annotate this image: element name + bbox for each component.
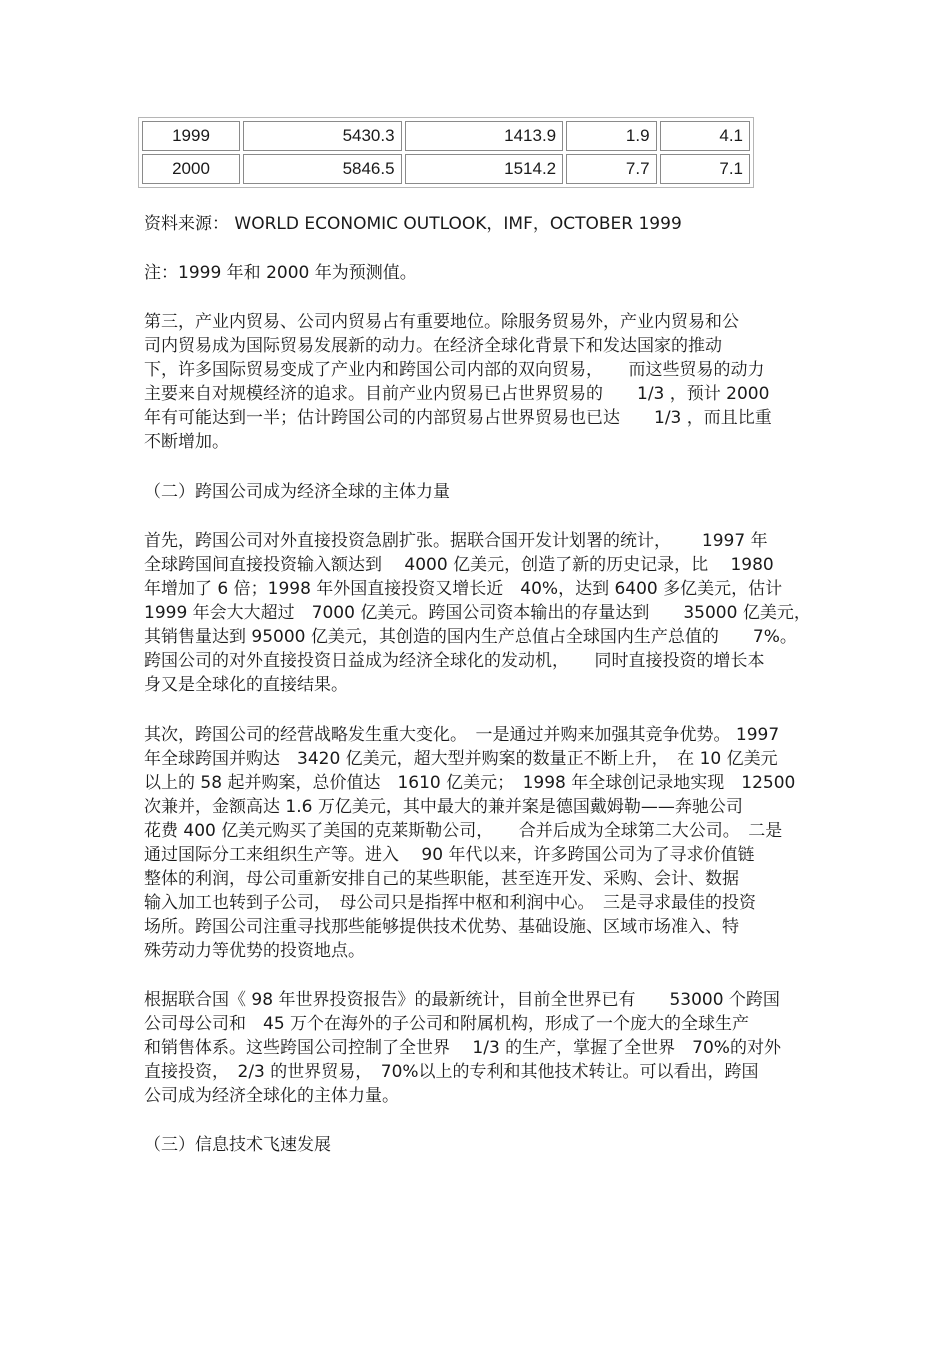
note-line: 注：1999 年和 2000 年为预测值。 — [144, 263, 417, 283]
table-cell: 1514.2 — [405, 154, 564, 184]
table-cell: 1413.9 — [405, 121, 564, 151]
table-row — [142, 154, 750, 184]
table-cell: 5846.5 — [243, 154, 402, 184]
table-cell: 4.1 — [660, 121, 750, 151]
table-cell: 5430.3 — [243, 121, 402, 151]
table-cell: 7.1 — [660, 154, 750, 184]
table-cell-year: 1999 — [142, 121, 240, 151]
table-cell: 1.9 — [566, 121, 656, 151]
document-page: 1999 5430.3 1413.9 1.9 4.1 2000 5846.5 1514.2 7.7 7.1 资料来源： WORLD ECONOMIC OUTLOOK，IMF，OCTOBER 1999 注：1999 年和 2000 年为预测值。 第三，产业内贸易、公司内贸易占有重要地位。除服务贸易外，产业内贸易和公 司内贸易成为国际贸易发展新的动力。在经济全球化背景下和发达国家的推动 下，许多国际贸易变成了产业内和跨国公司内部的双向贸易， 而这些贸易的动力 主要来自对规模经济的追求。目前产业内贸易已占世界贸易的 1/3 ，预计 2000 年有可能达到一半；估计跨国公司的内部贸易占世界贸易也已达 1/3 ，而且比重 不断增加。 （二）跨国公司成为经济全球的主体力量 首先，跨国公司对外直接投资急剧扩张。据联合国开发计划署的统计， 1997 年 全球跨国间直接投资输入额达到 4000 亿美元，创造了新的历史记录，比 1980 年增加了 6 倍；1998 年外国直接投资又增长近 40%，达到 6400 多亿美元，估计 1999 年会大大超过 7000 亿美元。跨国公司资本输出的存量达到 35000 亿美元， 其销售量达到 95000 亿美元，其创造的国内生产总值占全球国内生产总值的 7%。 跨国公司的对外直接投资日益成为经济全球化的发动机， 同时直接投资的增长本 身又是全球化的直接结果。 其次，跨国公司的经营战略发生重大变化。 一是通过并购来加强其竞争优势。 1997 年全球跨国并购达 3420 亿美元，超大型并购案的数量正不断上升， 在 10 亿美元 以上的 58 起并购案，总价值达 1610 亿美元； 1998 年全球创记录地实现 12500 次兼并，金额高达 1.6 万亿美元，其中最大的兼并案是德国戴姆勒——奔驰公司 花费 400 亿美元购买了美国的克莱斯勒公司， 合并后成为全球第二大公司。 二是 通过国际分工来组织生产等。进入 90 年代以来，许多跨国公司为了寻求价值链 整体的利润，母公司重新安排自己的某些职能，甚至连开发、采购、会计、数据 输入加工也转到子公司， 母公司只是指挥中枢和利润中心。 三是寻求最佳的投资 场所。跨国公司注重寻找那些能够提供技术优势、基础设施、区域市场准入、特 殊劳动力等优势的投资地点。 根据联合国《 98 年世界投资报告》的最新统计，目前全世界已有 53000 个跨国 公司母公司和 45 万个在海外的子公司和附属机构，形成了一个庞大的全球生产 和销售体系。这些跨国公司控制了全世界 1/3 的生产，掌握了全世界 70%的对外 直接投资， 2/3 的世界贸易， 70%以上的专利和其他技术转让。可以看出，跨国 公司成为经济全球化的主体力量。 （三）信息技术飞速发展 — [0, 0, 950, 1345]
data-table — [138, 117, 754, 188]
source-line: 资料来源： WORLD ECONOMIC OUTLOOK，IMF，OCTOBER 1999 — [144, 214, 682, 234]
table-cell: 7.7 — [566, 154, 656, 184]
section-heading-3: （三）信息技术飞速发展 — [144, 1135, 331, 1155]
table-cell-year: 2000 — [142, 154, 240, 184]
table-row — [142, 121, 750, 151]
section-heading-2: （二）跨国公司成为经济全球的主体力量 — [144, 482, 450, 502]
